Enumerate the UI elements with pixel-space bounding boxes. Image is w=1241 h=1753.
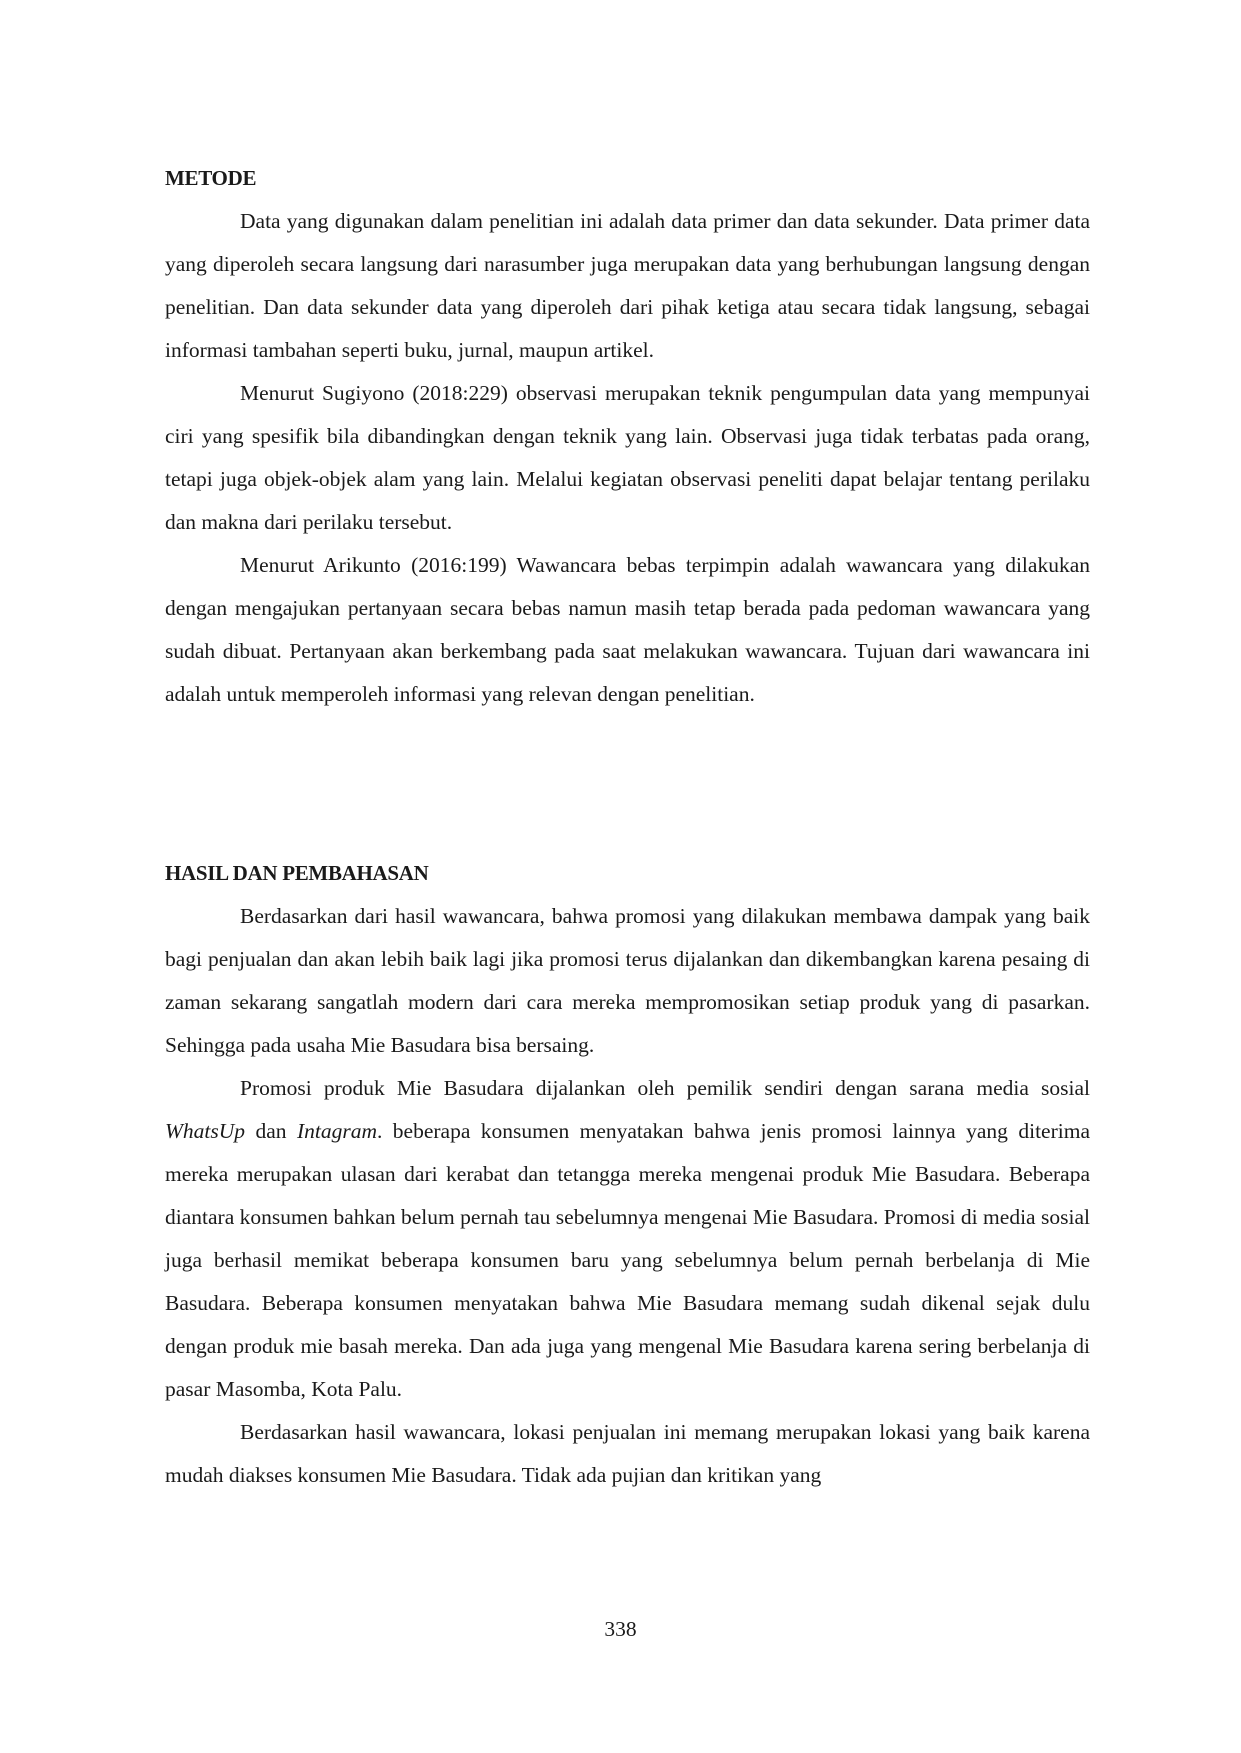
text-run: Promosi produk Mie Basudara dijalankan oleh pemilik sendiri dengan sarana media sosial [240,1076,1090,1100]
text-run: dan [245,1119,297,1143]
section-metode [165,157,1090,716]
section-hasil-dan-pembahasan [165,852,1090,1497]
paragraph-observation: Menurut Sugiyono (2018:229) observasi merupakan teknik pengumpulan data yang mempunyai ciri yang spesifik bila dibandingkan dengan teknik yang lain. Observasi juga tidak terbatas pada orang, tetapi juga objek-objek alam yang lain. Melalui kegiatan observasi peneliti dapat belajar tentang perilaku dan makna dari perilaku tersebut. [165,381,1090,534]
paragraph-promotion-impact: Berdasarkan dari hasil wawancara, bahwa promosi yang dilakukan membawa dampak yang baik bagi penjualan dan akan lebih baik lagi jika promosi terus dijalankan dan dikembangkan karena pesaing di zaman sekarang sangatlah modern dari cara mereka mempromosikan setiap produk yang di pasarkan. Sehingga pada usaha Mie Basudara bisa bersaing. [165,904,1090,1057]
paragraph-interview: Menurut Arikunto (2016:199) Wawancara bebas terpimpin adalah wawancara yang dilakukan dengan mengajukan pertanyaan secara bebas namun masih tetap berada pada pedoman wawancara yang sudah dibuat. Pertanyaan akan berkembang pada saat melakukan wawancara. Tujuan dari wawancara ini adalah untuk memperoleh informasi yang relevan dengan penelitian. [165,553,1090,706]
italic-term-whatsup: WhatsUp [165,1119,246,1143]
text-run: . beberapa konsumen menyatakan bahwa jenis promosi lainnya yang diterima mereka merupakan ulasan dari kerabat dan tetangga mereka mengenai produk Mie Basudara. Beberapa diantara konsumen bahkan belum pernah tau sebelumnya mengenai Mie Basudara. Promosi di media sosial juga berhasil memikat beberapa konsumen baru yang sebelumnya belum pernah berbelanja di Mie Basudara. Beberapa konsumen menyatakan bahwa Mie Basudara memang sudah dikenal sejak dulu dengan produk mie basah mereka. Dan ada juga yang mengenal Mie Basudara karena sering berbelanja di pasar Masomba, Kota Palu. [165,1119,1090,1401]
section-heading-hasil: HASIL DAN PEMBAHASAN [165,861,429,885]
section-heading-metode: METODE [165,166,257,190]
paragraph-location: Berdasarkan hasil wawancara, lokasi penjualan ini memang merupakan lokasi yang baik karena mudah diakses konsumen Mie Basudara. Tidak ada pujian dan kritikan yang [165,1420,1090,1487]
page-number: 338 [604,1617,637,1641]
italic-term-instagram: Intagram [296,1119,377,1143]
paragraph-data-sources: Data yang digunakan dalam penelitian ini adalah data primer dan data sekunder. Data primer data yang diperoleh secara langsung dari narasumber juga merupakan data yang berhubungan langsung dengan penelitian. Dan data sekunder data yang diperoleh dari pihak ketiga atau secara tidak langsung, sebagai informasi tambahan seperti buku, jurnal, maupun artikel. [165,209,1090,362]
paragraph-social-media-promotion [165,1067,1090,1411]
